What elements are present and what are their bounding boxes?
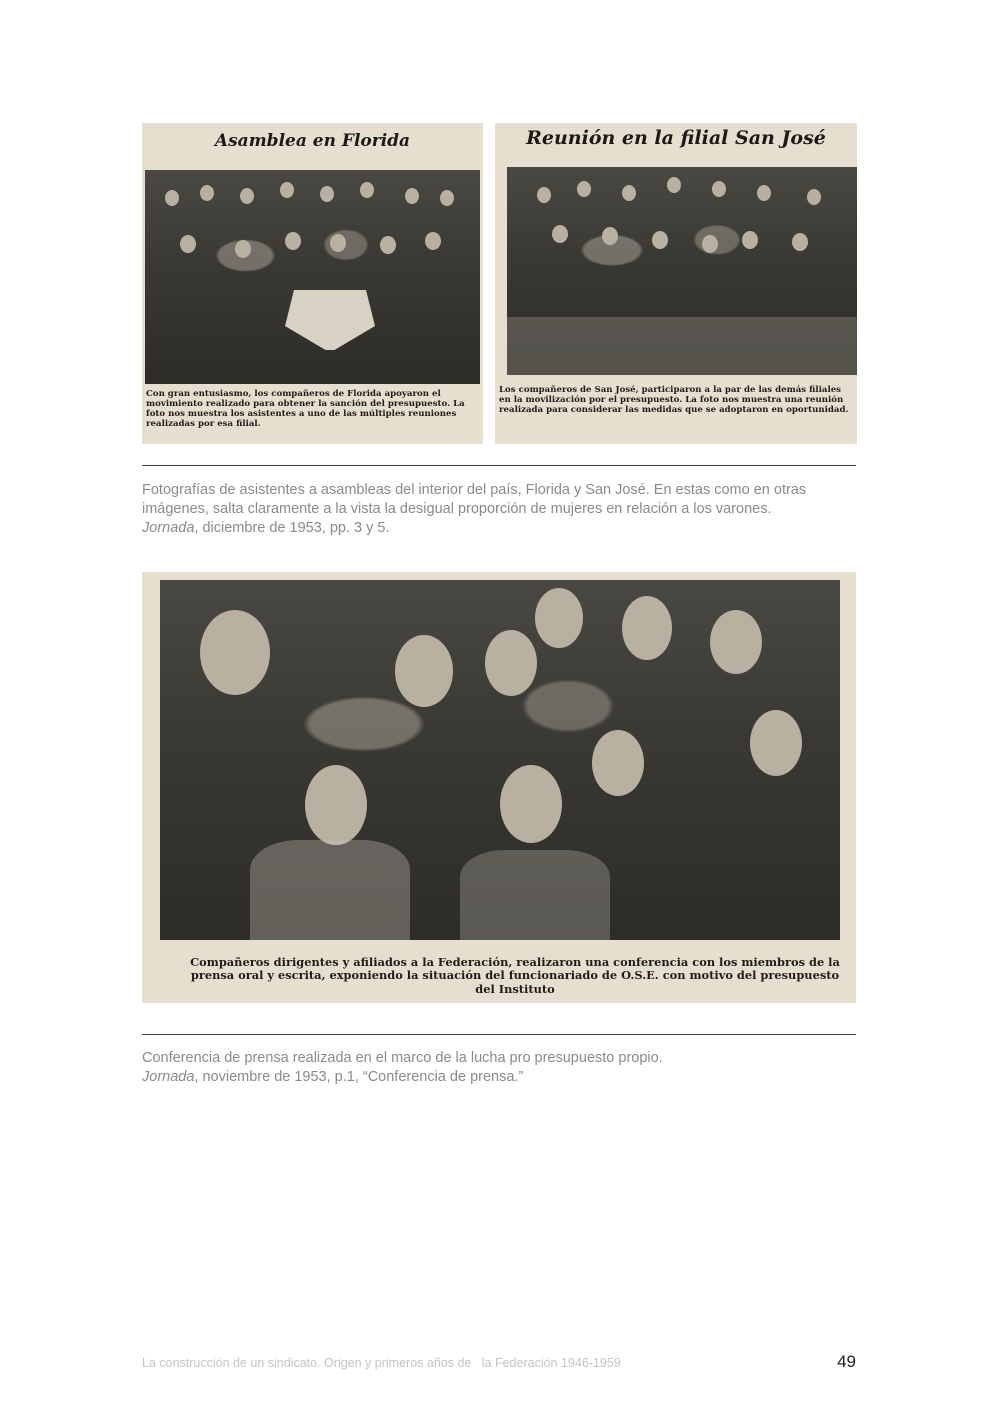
caption-asambleas-text: Fotografías de asistentes a asambleas del interior del país, Florida y San José. En estas como en otras imágenes, salta claramente a la vista la desigual proporción de mujeres en relación a los varones. [142,482,807,517]
clipping-conferencia-caption: Compañeros dirigentes y afiliados a la Federación, realizaron una conferencia con los miembros de la prensa oral y escrita, exponiendo la situación del funcionariado de O.S.E. con motivo del presupuesto del Instituto [190,955,840,996]
photo-press-conference [160,580,840,940]
clipping-florida-title: Asamblea en Florida [214,131,411,151]
caption-conferencia-text: Conferencia de prensa realizada en el marco de la lucha pro presupuesto propio. [142,1050,663,1066]
caption-conferencia [142,1049,856,1087]
photo-florida-assembly [145,170,480,384]
caption-conferencia-source-title: Jornada [142,1069,195,1085]
caption-conferencia-source-rest: , noviembre de 1953, p.1, “Conferencia de prensa.” [194,1069,524,1085]
page-number: 49 [837,1352,856,1371]
divider-bottom [142,1034,856,1035]
clipping-san-jose [495,123,857,444]
caption-asambleas [142,481,856,538]
clipping-florida [142,123,483,444]
caption-asambleas-source-rest: , diciembre de 1953, pp. 3 y 5. [194,520,390,536]
clipping-conferencia [142,572,856,1003]
running-footer: La construcción de un sindicato. Origen y primeros años de la Federación 1946-1959 [142,1356,621,1370]
divider-top [142,465,856,466]
caption-asambleas-source-title: Jornada [142,520,195,536]
photo-san-jose-meeting [507,167,857,375]
clipping-san-jose-caption: Los compañeros de San José, participaron a la par de las demás filiales en la movilización por el presupuesto. La foto nos muestra una reunión realizada para considerar las medidas que se adoptaron en oportunidad. [499,385,849,416]
clipping-san-jose-title: Reunión en la filial San José [526,127,826,149]
clipping-florida-caption: Con gran entusiasmo, los compañeros de Florida apoyaron el movimiento realizado para obtener la sanción del presupuesto. La foto nos muestra los asistentes a uno de las múltiples reuniones realizadas por esa filial. [146,389,465,430]
